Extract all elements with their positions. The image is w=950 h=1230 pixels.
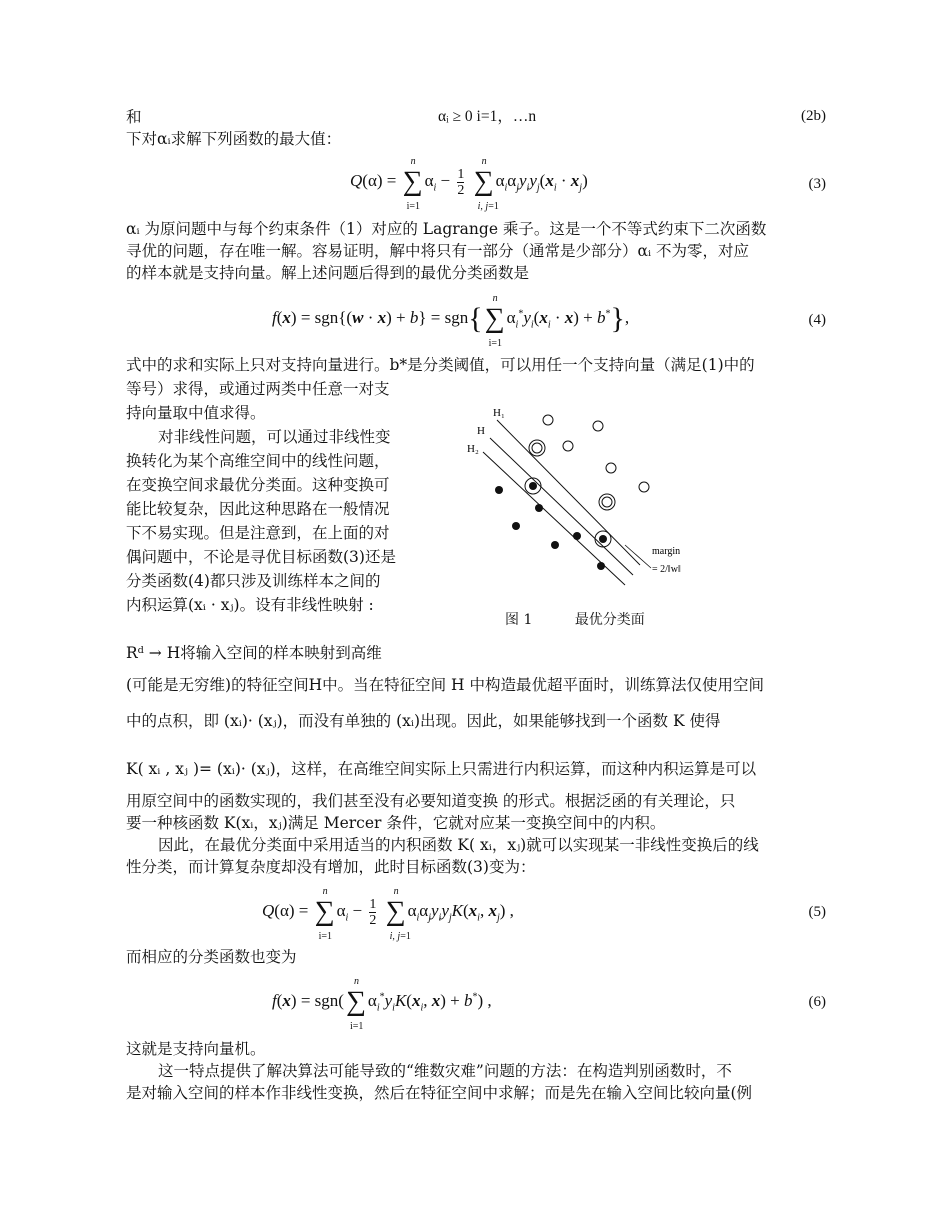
text-line: 中的点积，即 (xᵢ)· (xⱼ)，而没有单独的 (xᵢ)出现。因此，如果能够找到一个函数 K 使得 (126, 712, 721, 730)
text-line: 这就是支持向量机。 (126, 1040, 266, 1058)
caption-number: 图 1 (505, 612, 533, 628)
constraint-line (126, 106, 826, 128)
class-b-point (512, 522, 520, 530)
equation-6: f(x) = sgn(∑ n i=1 $\alpha_i^*y_iK(x_i$, x) + b*) , (272, 976, 492, 1032)
support-vector-a (602, 497, 612, 507)
equation-4: f(x) = sgn{(w · x) + b} = sgn{∑ n i=1 $\alpha_i^*y_i(x_i \cdot x) + b^*$}, (272, 293, 630, 349)
margin-arrow (625, 545, 651, 568)
margin-label: margin (652, 546, 681, 557)
text-line: 能比较复杂，因此这种思路在一般情况 (126, 500, 390, 518)
text-line: 在变换空间求最优分类面。这种变换可 (126, 476, 390, 494)
text-line: 持向量取中值求得。 (126, 404, 266, 422)
class-b-point (495, 486, 503, 494)
text-line: 的样本就是支持向量。解上述问题后得到的最优分类函数是 (126, 264, 530, 282)
text-line: 要一种核函数 K(xᵢ，xⱼ)满足 Mercer 条件，它就对应某一变换空间中的内积。 (126, 814, 666, 832)
support-vector-b (599, 535, 607, 543)
text-line: 性分类，而计算复杂度却没有增加，此时目标函数(3)变为： (126, 858, 536, 876)
support-vector-a (532, 443, 542, 453)
text-line: (可能是无穷维)的特征空间H中。当在特征空间 H 中构造最优超平面时，训练算法仅使用空间 (126, 676, 764, 694)
text-line: 是对输入空间的样本作非线性变换，然后在特征空间中求解；而是先在输入空间比较向量(例 (126, 1084, 753, 1102)
label-h1: H₁ (493, 407, 505, 419)
class-a-point (563, 441, 573, 451)
equation-3: Q(α) = ∑ n i=1 $\alpha_i$ − $\frac{1}{2}$ ∑ n i, j=1 $\alpha_i\alpha_jy_iy_j(x_i \cdot x_j)$ (350, 156, 588, 212)
margin-formula: = 2/‖w‖ (652, 564, 681, 575)
text-line: αᵢ 为原问题中与每个约束条件（1）对应的 Lagrange 乘子。这是一个不等式约束下二次函数 (126, 220, 767, 238)
text-line: K( xᵢ , xⱼ )= (xᵢ)· (xⱼ)，这样，在高维空间实际上只需进行内积运算，而这种内积运算是可以 (126, 760, 757, 778)
eq-6-number: (6) (808, 994, 826, 1010)
text-line: 寻优的问题，存在唯一解。容易证明，解中将只有一部分（通常是少部分）αᵢ 不为零，对应 (126, 242, 750, 260)
class-a-point (639, 482, 649, 492)
text-line: 下不易实现。但是注意到，在上面的对 (126, 524, 390, 542)
text-line: 换转化为某个高维空间中的线性问题， (126, 452, 390, 470)
class-b-point (535, 504, 543, 512)
support-vector-ring (529, 440, 545, 456)
text-line: Rᵈ → H将输入空间的样本映射到高维 (126, 644, 382, 662)
constraint-condition: αᵢ ≥ 0 i=1，…n (438, 108, 537, 125)
eq-3-number: (3) (808, 176, 826, 192)
figure-caption (505, 609, 683, 629)
text-line: 下对αᵢ求解下列函数的最大值： (126, 130, 342, 148)
class-b-point (551, 541, 559, 549)
text-line: 用原空间中的函数实现的，我们甚至没有必要知道变换 的形式。根据泛函的有关理论，只 (126, 792, 736, 810)
text-line: 等号）求得，或通过两类中任意一对支 (126, 380, 390, 398)
text-line: 偶问题中，不论是寻优目标函数(3)还是 (126, 548, 396, 566)
class-a-point (606, 463, 616, 473)
optimal-hyperplane-figure (455, 400, 725, 600)
equation-5: Q(α) = ∑ n i=1 $\alpha_i$ − $\frac{1}{2}$ ∑ n i, j=1 $\alpha_i\alpha_jy_iy_jK(x_i$, $x_j$) , (262, 886, 514, 942)
class-b-point (573, 532, 581, 540)
class-a-point (593, 421, 603, 431)
support-vector-b (529, 482, 537, 490)
text-line: 对非线性问题，可以通过非线性变 (158, 428, 391, 446)
text-line: 内积运算(xᵢ · xⱼ)。设有非线性映射 : (126, 596, 374, 614)
class-b-point (597, 562, 605, 570)
label-h: H (477, 425, 485, 437)
text-line: 分类函数(4)都只涉及训练样本之间的 (126, 572, 381, 590)
caption-text: 最优分类面 (574, 612, 645, 628)
hyperplane-h1 (497, 420, 640, 565)
eq-2b-number: (2b) (801, 108, 826, 124)
text-line: 式中的求和实际上只对支持向量进行。b*是分类阈值，可以用任一个支持向量（满足(1)中的 (126, 356, 755, 374)
text-line: 而相应的分类函数也变为 (126, 948, 297, 966)
support-vector-ring (599, 494, 615, 510)
eq-4-number: (4) (808, 312, 826, 328)
label-h2: H₂ (467, 443, 479, 455)
and-word: 和 (126, 108, 142, 126)
text-line: 这一特点提供了解决算法可能导致的“维数灾难”问题的方法：在构造判别函数时，不 (158, 1062, 732, 1080)
hyperplane-h (490, 438, 633, 575)
class-a-point (543, 415, 553, 425)
eq-5-number: (5) (808, 904, 826, 920)
text-line: 因此，在最优分类面中采用适当的内积函数 K( xᵢ，xⱼ)就可以实现某一非线性变换后的线 (158, 836, 759, 854)
